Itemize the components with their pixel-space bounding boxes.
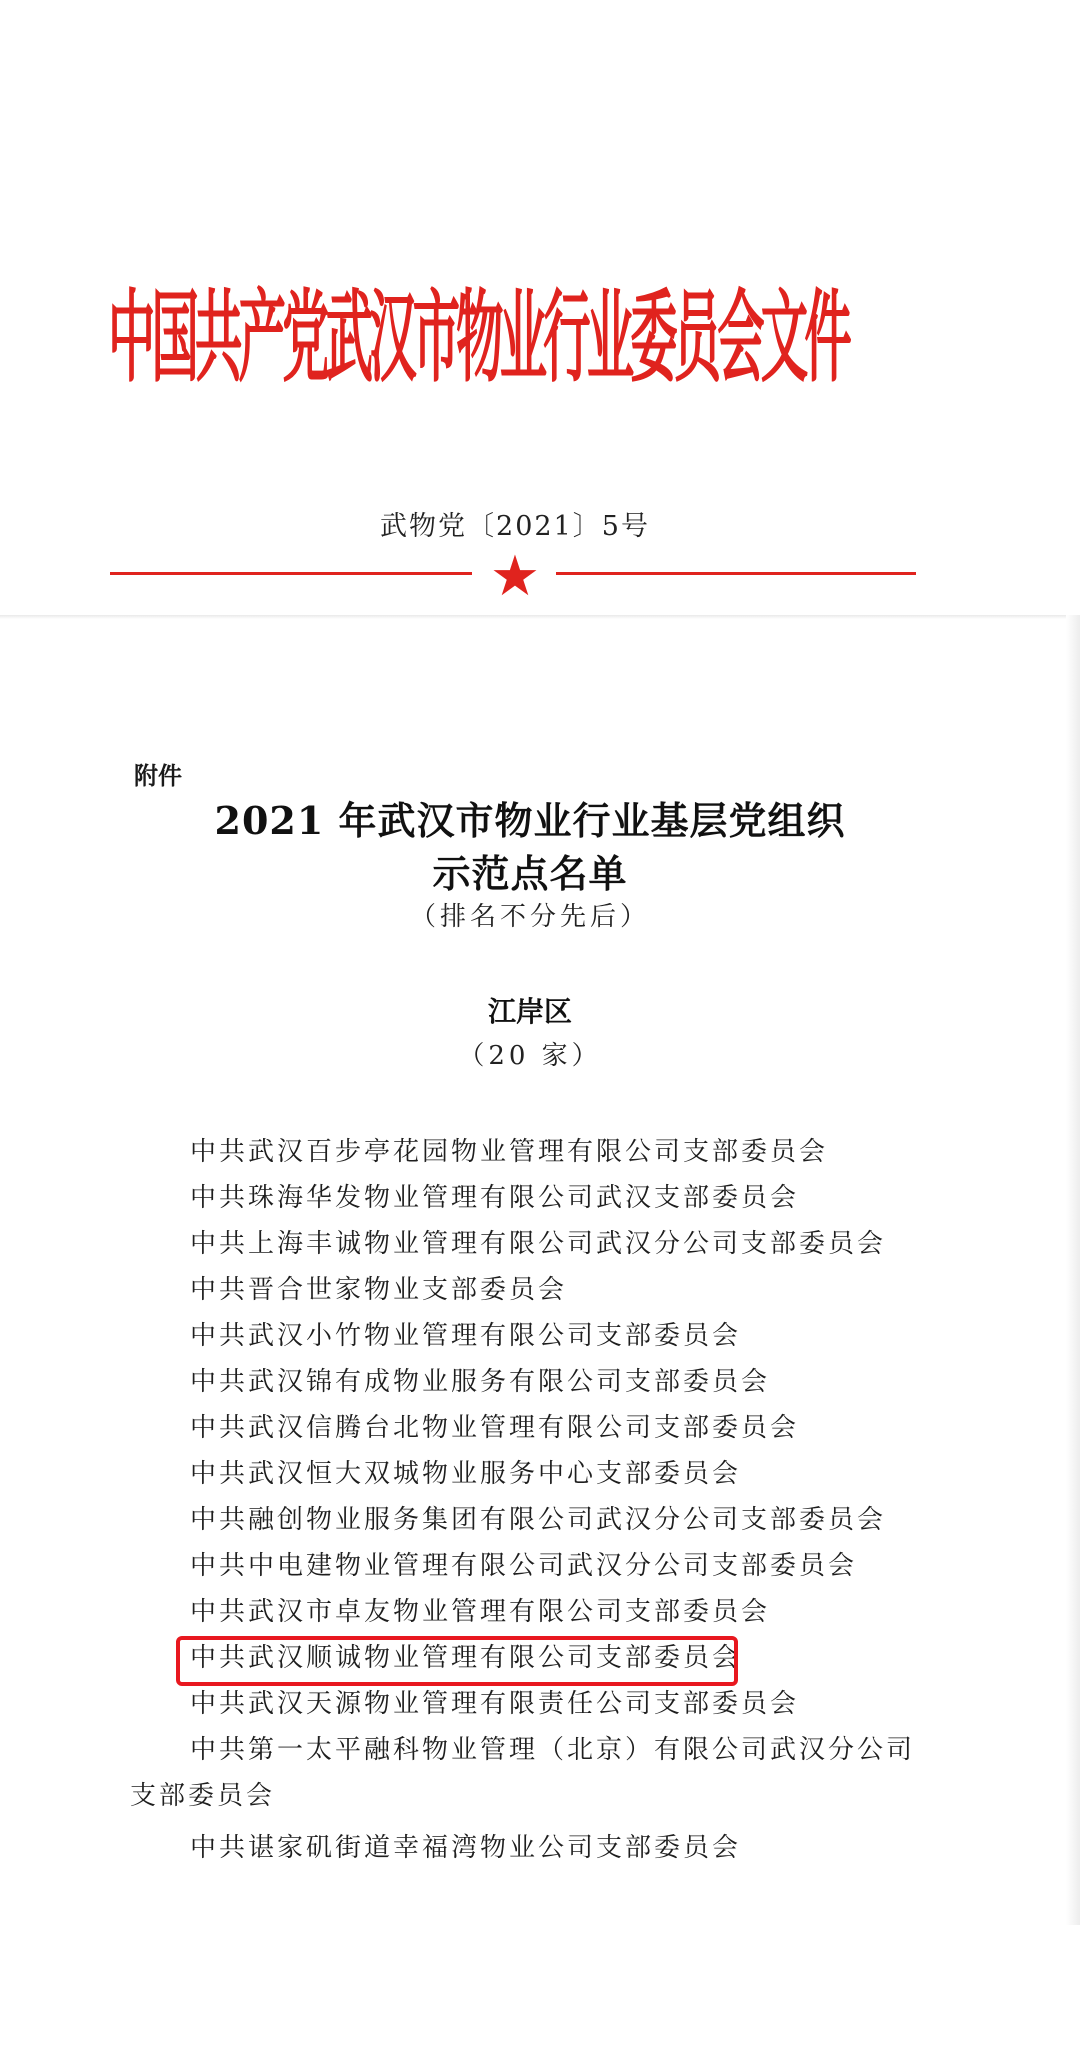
list-item: 中共中电建物业管理有限公司武汉分公司支部委员会 [190,1551,858,1581]
district-count: （20 家） [458,1041,602,1071]
page-edge-shadow [1066,615,1080,1925]
list-item: 中共武汉百步亭花园物业管理有限公司支部委员会 [190,1137,829,1167]
page-divider [0,615,1080,619]
header-rule-left [110,572,472,575]
list-item: 中共武汉市卓友物业管理有限公司支部委员会 [190,1597,771,1627]
list-item: 中共上海丰诚物业管理有限公司武汉分公司支部委员会 [190,1229,887,1259]
list-item: 中共珠海华发物业管理有限公司武汉支部委员会 [190,1183,800,1213]
list-item: 中共晋合世家物业支部委员会 [190,1275,568,1305]
document-issuer-title: 中国共产党武汉市物业行业委员会文件 [108,279,848,397]
list-item: 中共武汉信腾台北物业管理有限公司支部委员会 [190,1413,800,1443]
header-rule-right [556,572,916,575]
list-item: 中共武汉天源物业管理有限责任公司支部委员会 [190,1689,800,1719]
list-item: 中共武汉恒大双城物业服务中心支部委员会 [190,1459,742,1489]
list-subtitle: （排名不分先后） [409,902,650,932]
attachment-label: 附件 [134,762,182,790]
highlight-box [176,1636,738,1686]
document-header [0,0,1080,615]
list-item: 中共武汉锦有成物业服务有限公司支部委员会 [190,1367,771,1397]
document-number: 武物党〔2021〕5号 [380,511,650,542]
star-icon: ★ [489,544,541,609]
list-item: 中共谌家矶街道幸福湾物业公司支部委员会 [190,1833,742,1863]
list-item: 中共第一太平融科物业管理（北京）有限公司武汉分公司支部委员会 [130,1735,916,1811]
list-item: 中共武汉小竹物业管理有限公司支部委员会 [190,1321,742,1351]
list-item: 中共融创物业服务集团有限公司武汉分公司支部委员会 [190,1505,887,1535]
district-heading: 江岸区 [487,995,572,1028]
list-title-line-2: 示范点名单 [432,851,628,896]
list-item-highlighted: 中共武汉顺诚物业管理有限公司支部委员会 [190,1643,742,1673]
list-title-line-1: 2021 年武汉市物业行业基层党组织 [214,798,846,843]
